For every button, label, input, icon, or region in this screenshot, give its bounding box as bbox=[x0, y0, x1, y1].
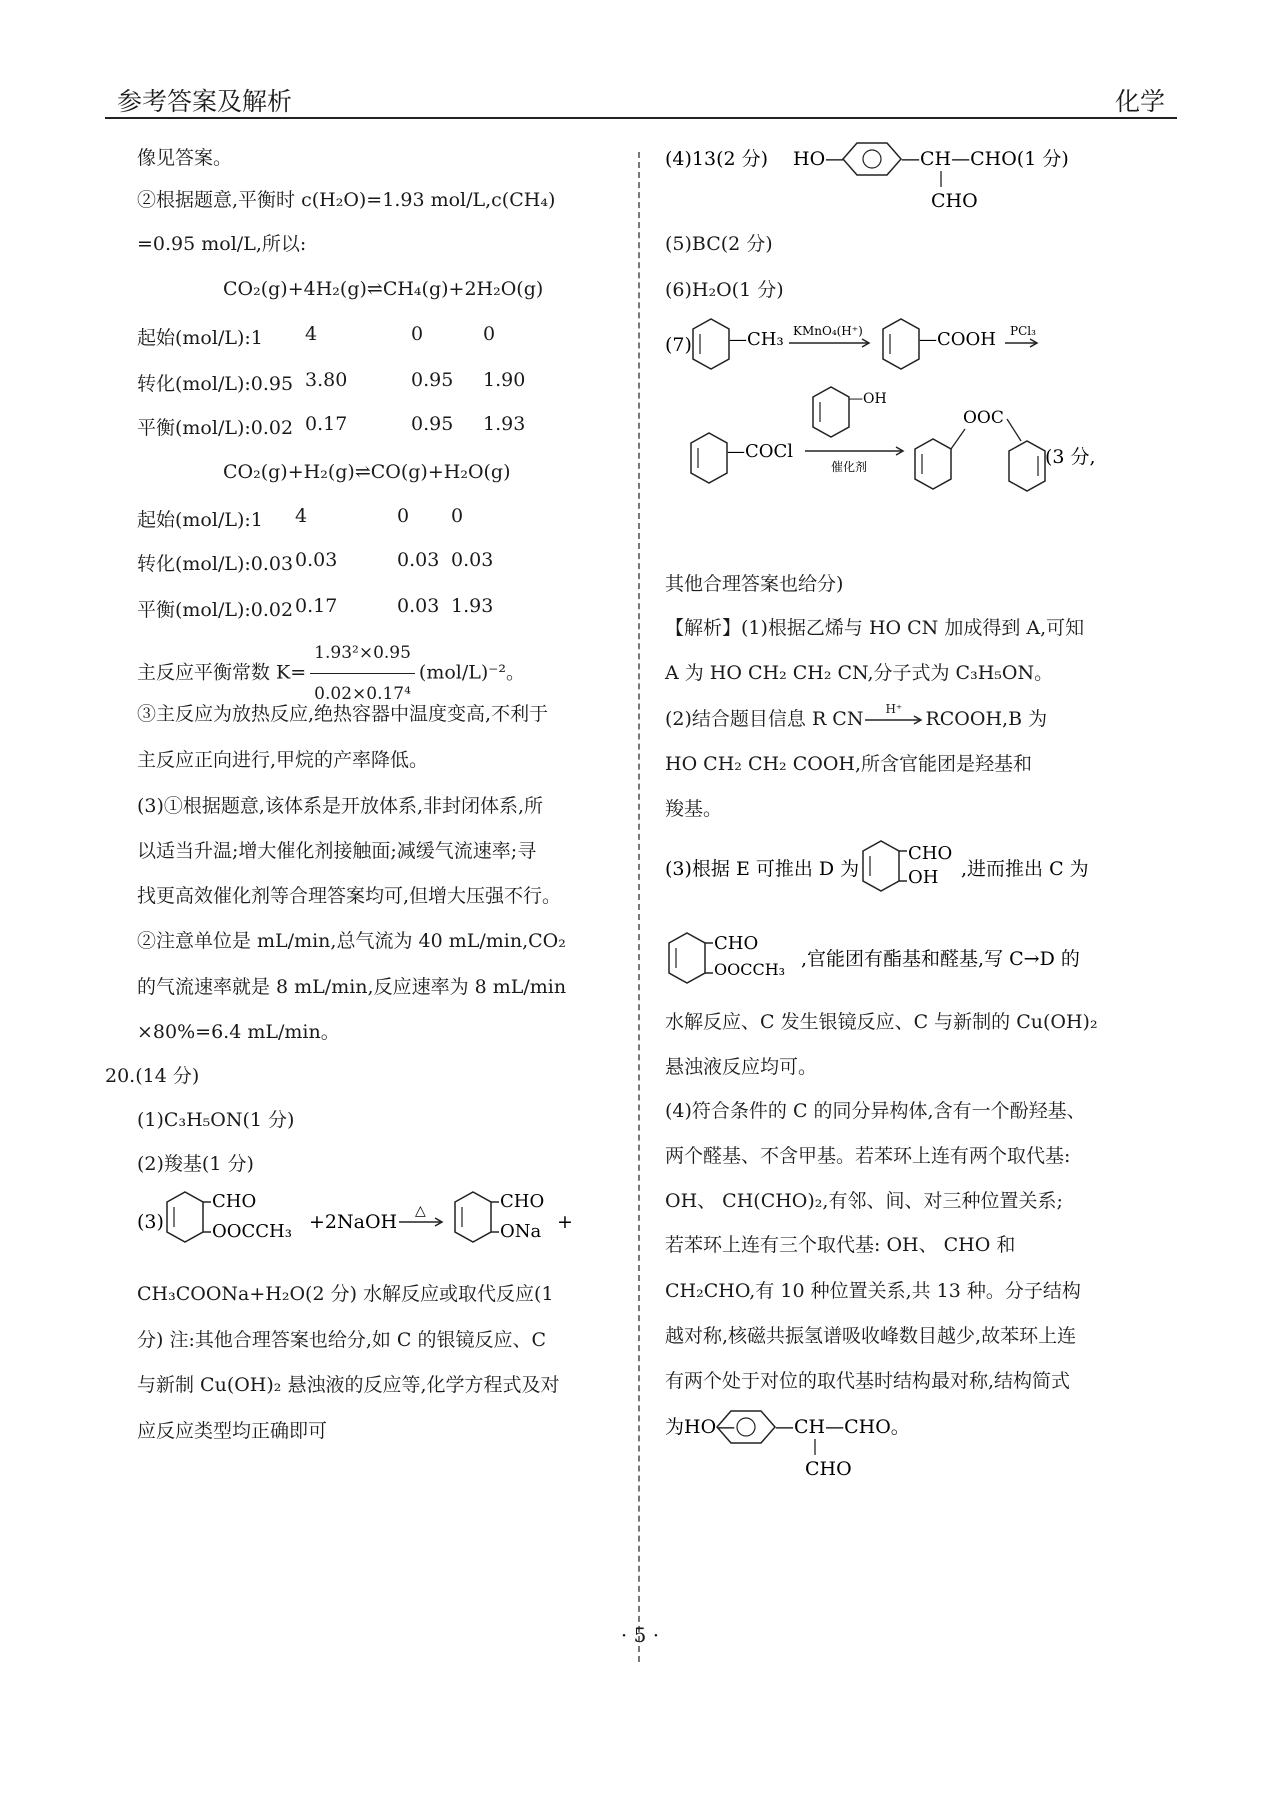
question-number: 20.(14 分) bbox=[105, 1065, 200, 1087]
group-label: OH bbox=[908, 867, 939, 888]
benzene-ring-icon bbox=[455, 1192, 491, 1242]
analysis-text: (3)根据 E 可推出 D 为 bbox=[665, 858, 860, 880]
text-line: ②注意单位是 mL/min,总气流为 40 mL/min,CO₂ bbox=[137, 930, 566, 952]
text-line: 应反应类型均正确即可 bbox=[137, 1420, 328, 1442]
text-line: 分) 注:其他合理答案也给分,如 C 的银镜反应、C bbox=[137, 1329, 547, 1351]
text-line: 像见答案。 bbox=[137, 147, 233, 169]
text-line: (3)①根据题意,该体系是开放体系,非封闭体系,所 bbox=[137, 795, 544, 817]
text-line: 以适当升温;增大催化剂接触面;减缓气流速率;寻 bbox=[137, 840, 537, 862]
table-cell: 平衡(mol/L):0.02 bbox=[137, 417, 294, 439]
table-cell: 0 bbox=[483, 323, 496, 345]
group-label: —CH—CHO。 bbox=[775, 1416, 910, 1438]
table-cell: 0.03 bbox=[295, 549, 338, 571]
analysis-line: 两个醛基、不含甲基。若苯环上连有两个取代基: bbox=[665, 1145, 1071, 1167]
analysis-line: 水解反应、C 发生银镜反应、C 与新制的 Cu(OH)₂ bbox=[665, 1011, 1098, 1033]
table-cell: 1.90 bbox=[483, 369, 526, 391]
table-cell: 0.95 bbox=[411, 369, 454, 391]
group-label: —COCl bbox=[727, 441, 794, 462]
group-label: —CH—CHO(1 分) bbox=[901, 148, 1069, 170]
text-line: 主反应正向进行,甲烷的产率降低。 bbox=[137, 749, 429, 771]
analysis-line: 羧基。 bbox=[665, 798, 723, 820]
reagent-label: KMnO₄(H⁺) bbox=[793, 324, 863, 338]
benzene-ring-icon bbox=[669, 933, 705, 983]
analysis-line: 越对称,核磁共振氢谱吸收峰数目越少,故苯环上连 bbox=[665, 1325, 1077, 1347]
group-label: —CH₃ bbox=[729, 329, 784, 350]
text-line: 与新制 Cu(OH)₂ 悬浊液的反应等,化学方程式及对 bbox=[137, 1374, 560, 1396]
analysis-line: OH、 CH(CHO)₂,有邻、间、对三种位置关系; bbox=[665, 1190, 1063, 1212]
aromatic-circle bbox=[863, 150, 881, 168]
table-cell: 起始(mol/L):1 bbox=[137, 327, 263, 349]
analysis-line: HO CH₂ CH₂ COOH,所含官能团是羟基和 bbox=[665, 753, 1033, 775]
table-cell: 平衡(mol/L):0.02 bbox=[137, 599, 294, 621]
reaction-arrow-icon bbox=[863, 702, 925, 730]
text-line: 的气流速率就是 8 mL/min,反应速率为 8 mL/min bbox=[137, 976, 567, 998]
table-cell: 3.80 bbox=[305, 369, 348, 391]
a3-label: (3) bbox=[137, 1211, 164, 1233]
condition-label: △ bbox=[415, 1203, 426, 1219]
table-cell: 起始(mol/L):1 bbox=[137, 509, 263, 531]
analysis-text: 为HO— bbox=[665, 1416, 736, 1438]
catalyst-label: 催化剂 bbox=[831, 460, 868, 474]
table-cell: 4 bbox=[305, 323, 318, 345]
group-label: HO— bbox=[793, 148, 845, 170]
answer-5: (5)BC(2 分) bbox=[665, 233, 773, 255]
benzene-ring-icon bbox=[883, 319, 919, 369]
benzene-ring-icon bbox=[813, 387, 849, 437]
page-number: · 5 · bbox=[620, 1623, 660, 1647]
text-line: 其他合理答案也给分) bbox=[665, 573, 844, 595]
text-line: ②根据题意,平衡时 c(H₂O)=1.93 mol/L,c(CH₄) bbox=[137, 189, 556, 211]
analysis-text: ,官能团有酯基和醛基,写 C→D 的 bbox=[801, 948, 1080, 970]
text-line: =0.95 mol/L,所以: bbox=[137, 233, 307, 255]
analysis-line: CH₂CHO,有 10 种位置关系,共 13 种。分子结构 bbox=[665, 1280, 1081, 1302]
plus-sign: + bbox=[557, 1211, 573, 1233]
analysis-line: A 为 HO CH₂ CH₂ CN,分子式为 C₃H₅ON。 bbox=[665, 662, 1054, 684]
k-numerator: 1.93²×0.95 bbox=[310, 633, 415, 674]
substituent-label: OOCCH₃ bbox=[212, 1221, 292, 1242]
structure-d bbox=[665, 831, 1180, 901]
header-title: 参考答案及解析 bbox=[117, 87, 293, 116]
reagent-label: PCl₃ bbox=[1010, 324, 1036, 338]
analysis-line: 【解析】(1)根据乙烯与 HO CN 加成得到 A,可知 bbox=[665, 617, 1085, 639]
analysis-text: ,进而推出 C 为 bbox=[961, 858, 1089, 880]
table-cell: 转化(mol/L):0.95 bbox=[137, 373, 294, 395]
answer-1: (1)C₃H₅ON(1 分) bbox=[137, 1109, 295, 1131]
answer-4-structure bbox=[665, 135, 1085, 215]
ring-bond bbox=[951, 429, 965, 449]
arrow-label: H⁺ bbox=[885, 702, 903, 716]
synthesis-route-7 bbox=[665, 313, 1180, 543]
group-label: CHO bbox=[805, 1458, 852, 1480]
analysis-line: 有两个处于对位的取代基时结构最对称,结构简式 bbox=[665, 1370, 1071, 1392]
table-cell: 0.03 bbox=[397, 549, 440, 571]
table-cell: 0 bbox=[451, 505, 464, 527]
score-label: (3 分, bbox=[1045, 446, 1096, 468]
text-line: CH₃COONa+H₂O(2 分) 水解反应或取代反应(1 bbox=[137, 1283, 554, 1305]
k-denominator: 0.02×0.17⁴ bbox=[314, 684, 411, 704]
text-line: ③主反应为放热反应,绝热容器中温度变高,不利于 bbox=[137, 703, 549, 725]
answer-2: (2)羧基(1 分) bbox=[137, 1153, 254, 1175]
group-label: —COOH bbox=[919, 329, 996, 350]
arrow-svg bbox=[863, 710, 925, 730]
substituent-label: CHO bbox=[212, 1191, 257, 1212]
analysis-line: 若苯环上连有三个取代基: OH、 CHO 和 bbox=[665, 1234, 1016, 1256]
substituent-label: ONa bbox=[500, 1221, 542, 1242]
analysis-line bbox=[665, 702, 1048, 732]
benzene-ring-icon bbox=[1009, 441, 1045, 491]
equation-side: CO₂(g)+H₂(g)⇌CO(g)+H₂O(g) bbox=[223, 461, 511, 483]
benzene-ring-icon bbox=[167, 1192, 203, 1242]
analysis-text: RCOOH,B 为 bbox=[925, 708, 1048, 730]
group-label: OOC bbox=[963, 408, 1004, 428]
table-cell: 1.93 bbox=[483, 413, 526, 435]
group-label: CHO bbox=[714, 933, 759, 954]
benzene-ring-icon bbox=[863, 841, 899, 891]
column-divider bbox=[638, 152, 640, 1662]
group-label: —OH bbox=[849, 391, 887, 407]
answer-4-label: (4)13(2 分) bbox=[665, 148, 769, 170]
benzene-ring-icon bbox=[915, 439, 951, 489]
table-cell: 0.95 bbox=[411, 413, 454, 435]
table-cell: 转化(mol/L):0.03 bbox=[137, 553, 294, 575]
group-label: OOCCH₃ bbox=[714, 960, 786, 979]
text-line: 找更高效催化剂等合理答案均可,但增大压强不行。 bbox=[137, 885, 562, 907]
benzene-ring-icon bbox=[691, 433, 727, 483]
table-cell: 0.17 bbox=[295, 595, 338, 617]
substituent-label: CHO bbox=[500, 1191, 545, 1212]
answer-6: (6)H₂O(1 分) bbox=[665, 279, 784, 301]
analysis-line: (4)符合条件的 C 的同分异构体,含有一个酚羟基、 bbox=[665, 1100, 1086, 1122]
benzene-ring-icon bbox=[843, 143, 901, 175]
benzene-ring-icon bbox=[693, 319, 729, 369]
header-rule bbox=[105, 117, 1177, 119]
table-cell: 0.17 bbox=[305, 413, 348, 435]
aromatic-circle bbox=[737, 1418, 755, 1436]
page-header bbox=[105, 78, 1177, 116]
k-prefix: 主反应平衡常数 K= bbox=[137, 661, 307, 684]
final-structure bbox=[665, 1399, 1085, 1483]
ring-bond bbox=[1007, 419, 1021, 441]
answer-7-label: (7) bbox=[665, 334, 692, 356]
table-cell: 1.93 bbox=[451, 595, 494, 617]
table-cell: 0.03 bbox=[397, 595, 440, 617]
reagent-label: +2NaOH bbox=[309, 1211, 398, 1233]
group-label: CHO bbox=[931, 190, 978, 212]
group-label: CHO bbox=[908, 843, 953, 864]
table-cell: 0.03 bbox=[451, 549, 494, 571]
analysis-text: (2)结合题目信息 R CN bbox=[665, 708, 864, 730]
analysis-line: 悬浊液反应均可。 bbox=[665, 1056, 818, 1078]
k-unit: (mol/L)⁻²。 bbox=[418, 661, 525, 684]
text-line: ×80%=6.4 mL/min。 bbox=[137, 1021, 340, 1043]
equation-main: CO₂(g)+4H₂(g)⇌CH₄(g)+2H₂O(g) bbox=[223, 278, 544, 300]
table-cell: 0 bbox=[397, 505, 410, 527]
table-cell: 4 bbox=[295, 505, 308, 527]
header-subject: 化学 bbox=[1114, 87, 1165, 116]
reaction-scheme-3 bbox=[137, 1185, 657, 1255]
table-cell: 0 bbox=[411, 323, 424, 345]
structure-c bbox=[665, 923, 1180, 993]
